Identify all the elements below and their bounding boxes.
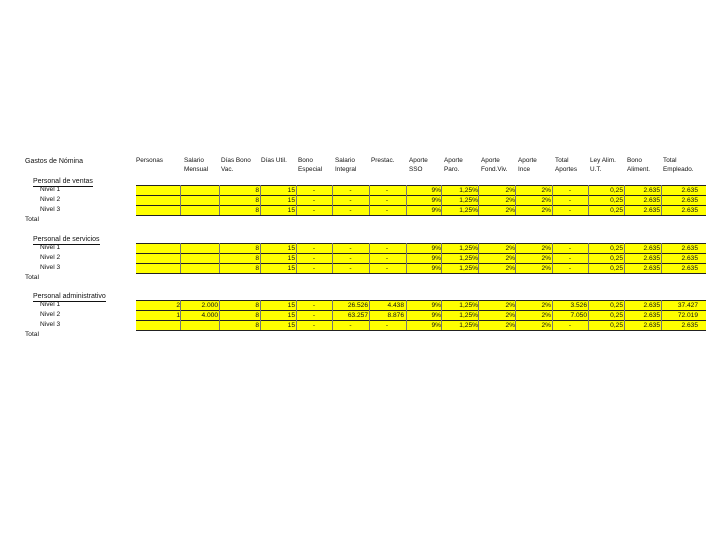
table-cell-total_emp[interactable]: 2.635 <box>681 197 698 204</box>
table-cell-total_aportes[interactable]: - <box>568 322 572 329</box>
table-cell-total_emp[interactable]: 2.635 <box>681 245 698 252</box>
table-cell-bono_alim[interactable]: 2.635 <box>643 322 660 329</box>
table-cell-bono_alim[interactable]: 2.635 <box>643 197 660 204</box>
table-cell-total_emp[interactable]: 2.635 <box>681 322 698 329</box>
column-header-prestac: Prestac. <box>371 157 395 164</box>
sheet-title: Gastos de Nómina <box>25 158 83 165</box>
table-cell-paro[interactable]: 1,25% <box>459 265 478 272</box>
table-cell-dias_bono[interactable]: 8 <box>255 255 259 262</box>
table-cell-dias_util[interactable]: 15 <box>287 245 295 252</box>
section-total-label: Total <box>25 331 39 338</box>
table-cell-salario_int[interactable]: - <box>349 187 352 194</box>
column-header-personas: Personas <box>136 157 163 164</box>
table-cell-sso[interactable]: 9% <box>431 207 441 214</box>
table-cell-bono_alim[interactable]: 2.635 <box>643 302 660 309</box>
table-cell-bono_alim[interactable]: 2.635 <box>643 255 660 262</box>
table-cell-dias_bono[interactable]: 8 <box>255 322 259 329</box>
table-cell-ince[interactable]: 2% <box>541 255 551 262</box>
table-cell-ley_alim[interactable]: 0,25 <box>610 187 623 194</box>
column-header-salario: Salario <box>184 157 204 164</box>
table-cell-paro[interactable]: 1,25% <box>459 312 478 319</box>
row-label: Nivel 1 <box>40 301 61 308</box>
section-title: Personal de ventas <box>33 178 93 185</box>
table-cell-prestac[interactable]: 8.876 <box>387 312 404 319</box>
table-cell-bono_alim[interactable]: 2.635 <box>643 265 660 272</box>
table-cell-sso[interactable]: 9% <box>431 187 441 194</box>
table-cell-bono_alim[interactable]: 2.635 <box>643 245 660 252</box>
column-header-sso: Aporte <box>409 157 428 164</box>
table-cell-paro[interactable]: 1,25% <box>459 322 478 329</box>
table-cell-paro[interactable]: 1,25% <box>459 245 478 252</box>
column-header-dias_util: Días Util. <box>261 157 287 164</box>
table-cell-total_aportes[interactable]: 3.526 <box>570 302 587 309</box>
table-cell-dias_bono[interactable]: 8 <box>255 187 259 194</box>
table-cell-bono_esp[interactable]: - <box>312 265 316 272</box>
table-cell-fondviv[interactable]: 2% <box>505 207 515 214</box>
column-header-ince-line2: Ince <box>518 166 531 173</box>
table-cell-dias_util[interactable]: 15 <box>287 302 295 309</box>
table-cell-sso[interactable]: 9% <box>431 245 441 252</box>
table-cell-total_emp[interactable]: 2.635 <box>681 207 698 214</box>
table-cell-ley_alim[interactable]: 0,25 <box>610 265 623 272</box>
table-cell-salario_int[interactable]: - <box>349 322 352 329</box>
row-label: Nivel 2 <box>40 254 61 261</box>
column-header-bono_alim: Bono <box>627 157 642 164</box>
table-cell-fondviv[interactable]: 2% <box>505 302 515 309</box>
table-cell-bono_alim[interactable]: 2.635 <box>643 312 660 319</box>
table-cell-dias_util[interactable]: 15 <box>287 207 295 214</box>
table-cell-total_emp[interactable]: 2.635 <box>681 265 698 272</box>
table-cell-dias_util[interactable]: 15 <box>287 187 295 194</box>
column-header-fondviv: Aporte <box>481 157 500 164</box>
table-cell-bono_esp[interactable]: - <box>312 255 316 262</box>
table-cell-salario_int[interactable]: - <box>349 255 352 262</box>
table-cell-fondviv[interactable]: 2% <box>505 265 515 272</box>
table-cell-salario_int[interactable]: - <box>349 197 352 204</box>
table-cell-dias_bono[interactable]: 8 <box>255 207 259 214</box>
table-cell-ince[interactable]: 2% <box>541 322 551 329</box>
table-cell-dias_bono[interactable]: 8 <box>255 312 259 319</box>
table-cell-ley_alim[interactable]: 0,25 <box>610 322 623 329</box>
column-header-salario_int-line2: Integral <box>335 166 357 173</box>
column-border <box>180 243 181 273</box>
table-cell-prestac[interactable]: - <box>385 245 389 252</box>
table-cell-bono_esp[interactable]: - <box>312 187 316 194</box>
table-cell-prestac[interactable]: - <box>385 255 389 262</box>
row-border <box>136 330 706 331</box>
table-cell-dias_util[interactable]: 15 <box>287 197 295 204</box>
table-cell-paro[interactable]: 1,25% <box>459 197 478 204</box>
table-cell-ince[interactable]: 2% <box>541 197 551 204</box>
table-cell-fondviv[interactable]: 2% <box>505 187 515 194</box>
table-cell-paro[interactable]: 1,25% <box>459 255 478 262</box>
table-cell-fondviv[interactable]: 2% <box>505 322 515 329</box>
table-cell-total_emp[interactable]: 2.635 <box>681 255 698 262</box>
column-header-total_aportes-line2: Aportes <box>555 166 578 173</box>
row-label: Nivel 1 <box>40 244 61 251</box>
table-cell-salario_int[interactable]: 63.257 <box>347 312 368 319</box>
table-cell-total_emp[interactable]: 72.019 <box>677 312 698 319</box>
table-cell-salario_int[interactable]: - <box>349 207 352 214</box>
column-header-ley_alim-line2: U.T. <box>590 166 602 173</box>
table-cell-prestac[interactable]: - <box>385 322 389 329</box>
section-title: Personal administrativo <box>33 293 106 300</box>
table-cell-dias_util[interactable]: 15 <box>287 265 295 272</box>
row-label: Nivel 2 <box>40 196 61 203</box>
table-cell-dias_bono[interactable]: 8 <box>255 302 259 309</box>
row-label: Nivel 3 <box>40 206 61 213</box>
table-cell-personas[interactable]: 2 <box>176 302 180 309</box>
column-header-paro-line2: Paro. <box>444 166 460 173</box>
column-header-paro: Aporte <box>444 157 463 164</box>
column-header-ley_alim: Ley Alim. <box>590 157 616 164</box>
table-cell-prestac[interactable]: 4.438 <box>387 302 404 309</box>
column-header-total_aportes: Total <box>555 157 569 164</box>
table-cell-dias_bono[interactable]: 8 <box>255 265 259 272</box>
table-cell-ince[interactable]: 2% <box>541 265 551 272</box>
table-cell-prestac[interactable]: - <box>385 197 389 204</box>
table-cell-total_aportes[interactable]: - <box>568 265 572 272</box>
table-cell-dias_bono[interactable]: 8 <box>255 197 259 204</box>
column-header-dias_bono-line2: Vac. <box>221 166 234 173</box>
column-header-total_emp: Total <box>663 157 677 164</box>
column-header-bono_esp-line2: Especial <box>298 166 323 173</box>
column-header-bono_esp: Bono <box>298 157 313 164</box>
table-cell-fondviv[interactable]: 2% <box>505 312 515 319</box>
table-cell-salario_int[interactable]: - <box>349 265 352 272</box>
table-cell-ince[interactable]: 2% <box>541 312 551 319</box>
table-cell-sso[interactable]: 9% <box>431 302 441 309</box>
table-cell-paro[interactable]: 1,25% <box>459 207 478 214</box>
table-cell-ince[interactable]: 2% <box>541 207 551 214</box>
table-cell-ley_alim[interactable]: 0,25 <box>610 302 623 309</box>
table-cell-ince[interactable]: 2% <box>541 187 551 194</box>
column-header-ince: Aporte <box>518 157 537 164</box>
row-label: Nivel 3 <box>40 321 61 328</box>
table-cell-bono_esp[interactable]: - <box>312 207 316 214</box>
column-header-bono_alim-line2: Aliment. <box>627 166 651 173</box>
table-cell-sso[interactable]: 9% <box>431 255 441 262</box>
table-cell-ince[interactable]: 2% <box>541 302 551 309</box>
table-cell-total_aportes[interactable]: - <box>568 255 572 262</box>
table-cell-bono_esp[interactable]: - <box>312 197 316 204</box>
column-header-salario-line2: Mensual <box>184 166 209 173</box>
table-cell-salario[interactable]: 2.000 <box>201 302 218 309</box>
table-cell-bono_esp[interactable]: - <box>312 322 316 329</box>
table-cell-total_aportes[interactable]: 7.050 <box>570 312 587 319</box>
table-cell-sso[interactable]: 9% <box>431 197 441 204</box>
table-cell-total_aportes[interactable]: - <box>568 207 572 214</box>
table-cell-fondviv[interactable]: 2% <box>505 197 515 204</box>
table-cell-ley_alim[interactable]: 0,25 <box>610 207 623 214</box>
section-title: Personal de servicios <box>33 236 100 243</box>
table-cell-bono_esp[interactable]: - <box>312 312 316 319</box>
section-total-label: Total <box>25 216 39 223</box>
table-cell-bono_esp[interactable]: - <box>312 302 316 309</box>
table-cell-dias_bono[interactable]: 8 <box>255 245 259 252</box>
table-cell-ince[interactable]: 2% <box>541 245 551 252</box>
table-cell-paro[interactable]: 1,25% <box>459 302 478 309</box>
table-cell-sso[interactable]: 9% <box>431 312 441 319</box>
table-cell-bono_alim[interactable]: 2.635 <box>643 187 660 194</box>
table-cell-total_aportes[interactable]: - <box>568 245 572 252</box>
table-cell-ley_alim[interactable]: 0,25 <box>610 197 623 204</box>
column-header-salario_int: Salario <box>335 157 355 164</box>
column-header-fondviv-line2: Fond.Viv. <box>481 166 508 173</box>
table-cell-salario_int[interactable]: - <box>349 245 352 252</box>
table-cell-fondviv[interactable]: 2% <box>505 245 515 252</box>
table-cell-total_aportes[interactable]: - <box>568 187 572 194</box>
table-cell-dias_util[interactable]: 15 <box>287 255 295 262</box>
table-cell-prestac[interactable]: - <box>385 187 389 194</box>
column-header-sso-line2: SSO <box>409 166 423 173</box>
table-cell-bono_alim[interactable]: 2.635 <box>643 207 660 214</box>
table-cell-salario[interactable]: 4.000 <box>201 312 218 319</box>
table-cell-ley_alim[interactable]: 0,25 <box>610 245 623 252</box>
table-cell-prestac[interactable]: - <box>385 207 389 214</box>
table-cell-dias_util[interactable]: 15 <box>287 312 295 319</box>
column-border <box>180 185 181 215</box>
table-cell-paro[interactable]: 1,25% <box>459 187 478 194</box>
column-header-dias_bono: Días Bono <box>221 157 251 164</box>
table-cell-personas[interactable]: 1 <box>176 312 180 319</box>
row-label: Nivel 2 <box>40 311 61 318</box>
table-cell-fondviv[interactable]: 2% <box>505 255 515 262</box>
table-cell-ley_alim[interactable]: 0,25 <box>610 312 623 319</box>
row-label: Nivel 3 <box>40 264 61 271</box>
row-border <box>136 215 706 216</box>
table-cell-ley_alim[interactable]: 0,25 <box>610 255 623 262</box>
section-total-label: Total <box>25 274 39 281</box>
row-label: Nivel 1 <box>40 186 61 193</box>
table-cell-total_emp[interactable]: 2.635 <box>681 187 698 194</box>
table-cell-sso[interactable]: 9% <box>431 322 441 329</box>
table-cell-total_aportes[interactable]: - <box>568 197 572 204</box>
table-cell-total_emp[interactable]: 37.427 <box>677 302 698 309</box>
table-cell-sso[interactable]: 9% <box>431 265 441 272</box>
table-cell-bono_esp[interactable]: - <box>312 245 316 252</box>
table-cell-salario_int[interactable]: 26.526 <box>347 302 368 309</box>
column-header-total_emp-line2: Empleado. <box>663 166 694 173</box>
row-border <box>136 273 706 274</box>
table-cell-prestac[interactable]: - <box>385 265 389 272</box>
table-cell-dias_util[interactable]: 15 <box>287 322 295 329</box>
